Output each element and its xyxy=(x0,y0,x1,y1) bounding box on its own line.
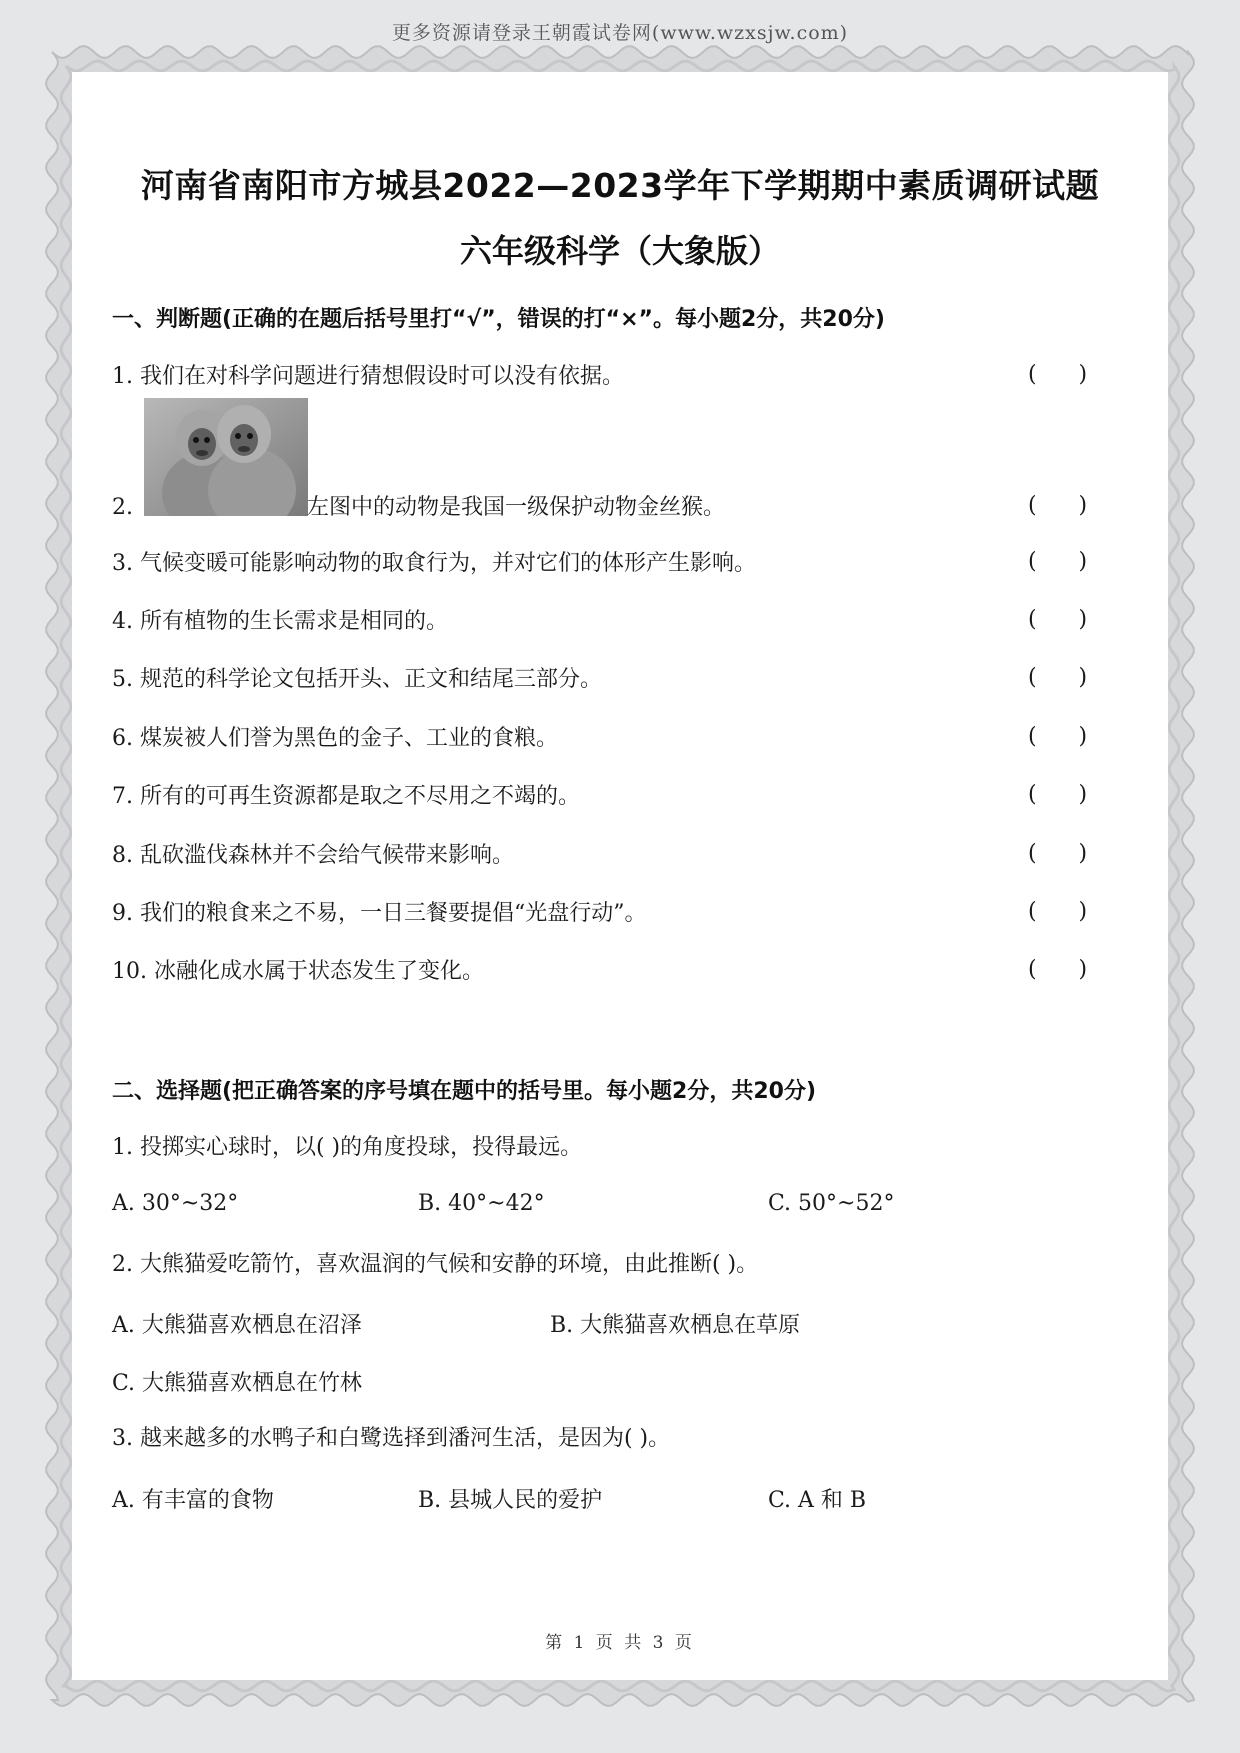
question-number: 2. xyxy=(112,495,133,520)
answer-bracket[interactable]: ( ) xyxy=(1028,899,1088,924)
tf-question-8 xyxy=(112,841,514,871)
tf-question-6 xyxy=(112,724,558,754)
question-text: 乱砍滥伐森林并不会给气候带来影响。 xyxy=(140,843,515,868)
tf-question-9 xyxy=(112,899,647,929)
question-number: 5. xyxy=(112,667,133,692)
question-text: 左图中的动物是我国一级保护动物金丝猴。 xyxy=(307,495,726,520)
section-heading-true-false: 一、判断题(正确的在题后括号里打“√”，错误的打“×”。每小题2分，共20分) xyxy=(112,307,885,332)
question-number: 6. xyxy=(112,726,133,751)
mc-q2-option-b[interactable]: B. 大熊猫喜欢栖息在草原 xyxy=(550,1313,801,1338)
mc-q1-option-a[interactable]: A. 30°~32° xyxy=(112,1191,239,1216)
question-text: 我们的粮食来之不易，一日三餐要提倡“光盘行动”。 xyxy=(140,901,647,926)
tf-question-10 xyxy=(112,957,484,987)
mc-q3-option-b[interactable]: B. 县城人民的爱护 xyxy=(418,1488,603,1513)
question-number: 10. xyxy=(112,959,147,984)
answer-bracket[interactable]: ( ) xyxy=(1028,362,1088,387)
question-text: 气候变暖可能影响动物的取食行为，并对它们的体形产生影响。 xyxy=(140,551,757,576)
tf-question-3 xyxy=(112,549,756,579)
section-heading-multiple-choice: 二、选择题(把正确答案的序号填在题中的括号里。每小题2分，共20分) xyxy=(112,1079,817,1104)
answer-bracket[interactable]: ( ) xyxy=(1028,724,1088,749)
mc-question-3-stem: 3. 越来越多的水鸭子和白鹭选择到潘河生活，是因为( )。 xyxy=(112,1426,671,1451)
question-number: 9. xyxy=(112,901,133,926)
answer-bracket[interactable]: ( ) xyxy=(1028,493,1088,518)
question-number: 1. xyxy=(112,364,133,389)
mc-q2-option-a[interactable]: A. 大熊猫喜欢栖息在沼泽 xyxy=(112,1313,362,1338)
mc-q3-option-c[interactable]: C. A 和 B xyxy=(768,1488,867,1513)
answer-bracket[interactable]: ( ) xyxy=(1028,665,1088,690)
answer-bracket[interactable]: ( ) xyxy=(1028,549,1088,574)
tf-question-4 xyxy=(112,607,448,637)
question-number: 3. xyxy=(112,551,133,576)
mc-q2-option-c[interactable]: C. 大熊猫喜欢栖息在竹林 xyxy=(112,1371,363,1396)
question-text: 煤炭被人们誉为黑色的金子、工业的食粮。 xyxy=(140,726,559,751)
exam-subtitle: 六年级科学（大象版） xyxy=(459,232,780,270)
tf-question-2 xyxy=(112,493,725,523)
mc-question-1-stem: 1. 投掷实心球时，以( )的角度投球，投得最远。 xyxy=(112,1135,583,1160)
answer-bracket[interactable]: ( ) xyxy=(1028,841,1088,866)
mc-q3-option-a[interactable]: A. 有丰富的食物 xyxy=(112,1488,274,1513)
mc-q1-option-b[interactable]: B. 40°~42° xyxy=(418,1191,545,1216)
question-number: 8. xyxy=(112,843,133,868)
answer-bracket[interactable]: ( ) xyxy=(1028,957,1088,982)
question-number: 4. xyxy=(112,609,133,634)
mc-q1-option-c[interactable]: C. 50°~52° xyxy=(768,1191,895,1216)
answer-bracket[interactable]: ( ) xyxy=(1028,607,1088,632)
mc-question-2-stem: 2. 大熊猫爱吃箭竹，喜欢温润的气候和安静的环境，由此推断( )。 xyxy=(112,1252,759,1277)
question-text: 冰融化成水属于状态发生了变化。 xyxy=(154,959,485,984)
question-text: 规范的科学论文包括开头、正文和结尾三部分。 xyxy=(140,667,603,692)
page-number-footer: 第 1 页 共 3 页 xyxy=(545,1633,695,1653)
exam-title: 河南省南阳市方城县2022—2023学年下学期期中素质调研试题 xyxy=(140,166,1100,205)
question-text: 所有植物的生长需求是相同的。 xyxy=(140,609,449,634)
question-text: 我们在对科学问题进行猜想假设时可以没有依据。 xyxy=(140,364,625,389)
answer-bracket[interactable]: ( ) xyxy=(1028,782,1088,807)
source-watermark: 更多资源请登录王朝霞试卷网(www.wzxsjw.com) xyxy=(391,22,849,44)
tf-question-7 xyxy=(112,782,580,812)
question-number: 7. xyxy=(112,784,133,809)
tf-question-1 xyxy=(112,362,624,392)
question-text: 所有的可再生资源都是取之不尽用之不竭的。 xyxy=(140,784,581,809)
tf-question-5 xyxy=(112,665,602,695)
